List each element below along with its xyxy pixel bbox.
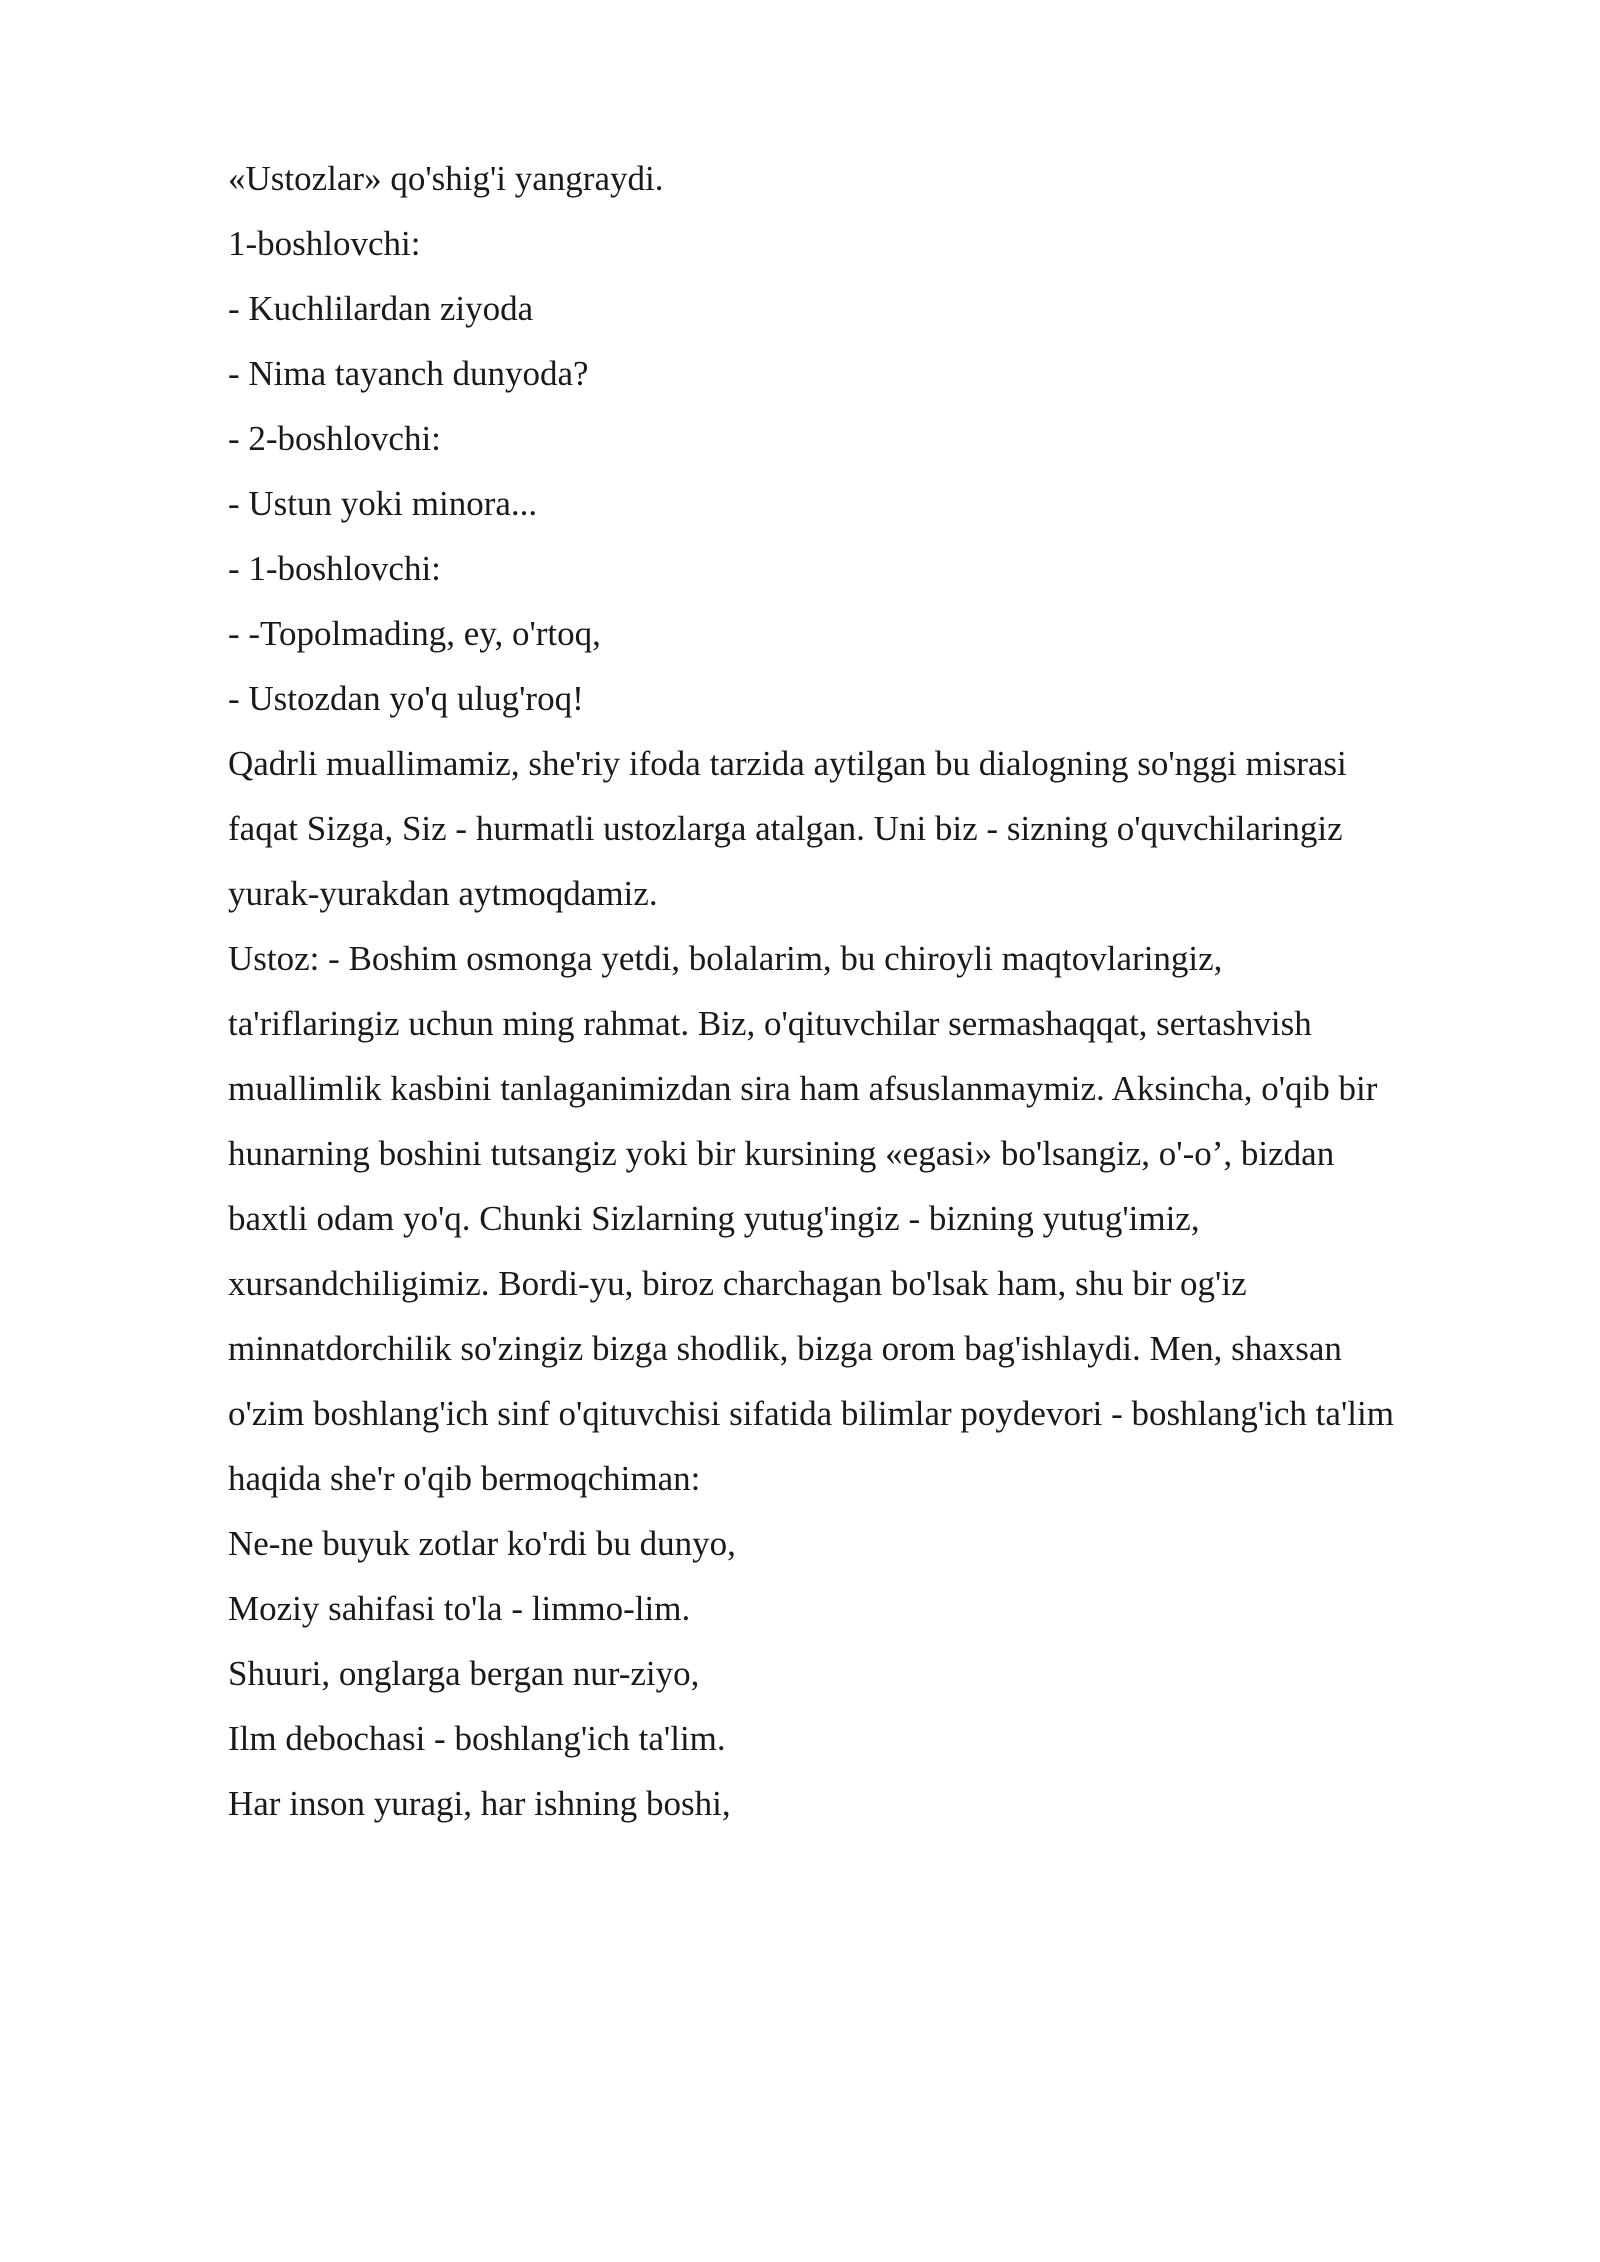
dialogue-line: - Nima tayanch dunyoda? <box>228 354 589 393</box>
speaker-label: 1-boshlovchi: <box>228 224 421 263</box>
poem-line: Har inson yuragi, har ishning boshi, <box>228 1784 731 1823</box>
paragraph-line: xursandchiligimiz. Bordi-yu, biroz charchagan bo'lsak ham, shu bir og'iz <box>228 1264 1247 1303</box>
poem-line: Shuuri, onglarga bergan nur-ziyo, <box>228 1654 700 1693</box>
paragraph-line: hunarning boshini tutsangiz yoki bir kursining «egasi» bo'lsangiz, o'-o’, bizdan <box>228 1134 1335 1173</box>
speaker-label: - 2-boshlovchi: <box>228 419 441 458</box>
poem-line: Ne-ne buyuk zotlar ko'rdi bu dunyo, <box>228 1524 736 1563</box>
paragraph-line: baxtli odam yo'q. Chunki Sizlarning yutug'ingiz - bizning yutug'imiz, <box>228 1199 1200 1238</box>
paragraph-line: haqida she'r o'qib bermoqchiman: <box>228 1459 701 1498</box>
dialogue-line: - Ustozdan yo'q ulug'roq! <box>228 679 584 718</box>
paragraph-line: o'zim boshlang'ich sinf o'qituvchisi sifatida bilimlar poydevori - boshlang'ich ta'lim <box>228 1394 1394 1433</box>
song-announcement-line: «Ustozlar» qo'shig'i yangraydi. <box>228 159 664 198</box>
paragraph-line: muallimlik kasbini tanlaganimizdan sira ham afsuslanmaymiz. Aksincha, o'qib bir <box>228 1069 1378 1108</box>
paragraph-line: Qadrli muallimamiz, she'riy ifoda tarzida aytilgan bu dialogning so'nggi misrasi <box>228 744 1347 783</box>
dialogue-line: - Kuchlilardan ziyoda <box>228 289 534 328</box>
paragraph-line: yurak-yurakdan aytmoqdamiz. <box>228 874 658 913</box>
dialogue-line: - Ustun yoki minora... <box>228 484 538 523</box>
document-body <box>228 146 1508 1836</box>
dialogue-line: - -Topolmading, ey, o'rtoq, <box>228 614 601 653</box>
speaker-label: - 1-boshlovchi: <box>228 549 441 588</box>
poem-line: Moziy sahifasi to'la - limmo-lim. <box>228 1589 691 1628</box>
paragraph-line: Ustoz: - Boshim osmonga yetdi, bolalarim, bu chiroyli maqtovlaringiz, <box>228 939 1223 978</box>
paragraph-line: ta'riflaringiz uchun ming rahmat. Biz, o'qituvchilar sermashaqqat, sertashvish <box>228 1004 1312 1043</box>
paragraph-line: minnatdorchilik so'zingiz bizga shodlik, bizga orom bag'ishlaydi. Men, shaxsan <box>228 1329 1342 1368</box>
poem-line: Ilm debochasi - boshlang'ich ta'lim. <box>228 1719 726 1758</box>
paragraph-line: faqat Sizga, Siz - hurmatli ustozlarga atalgan. Uni biz - sizning o'quvchilaringiz <box>228 809 1343 848</box>
